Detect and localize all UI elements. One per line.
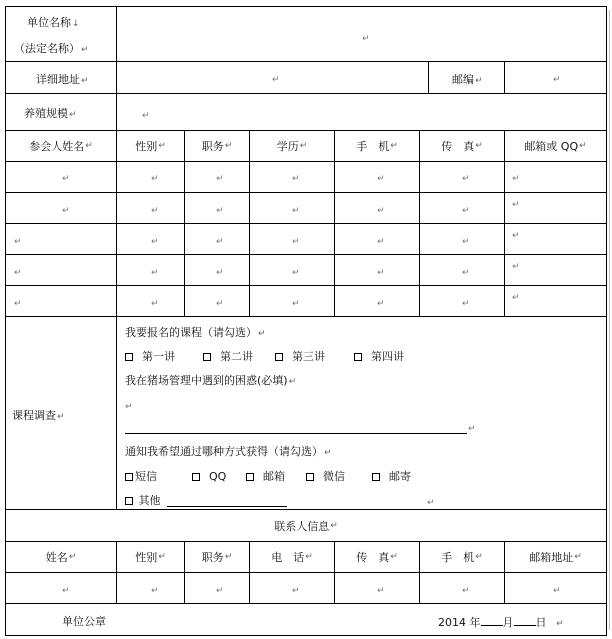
attendee-cell[interactable]: ↵ — [292, 299, 300, 309]
attendee-cell[interactable]: ↵ — [151, 206, 159, 216]
notify-option-qq[interactable]: QQ — [192, 470, 226, 484]
attendee-header-fax: 传 真 ↵ — [441, 140, 483, 153]
attendee-cell[interactable]: ↵ — [512, 200, 520, 210]
attendee-cell[interactable]: ↵ — [216, 268, 224, 278]
contact-cell[interactable]: ↵ — [151, 586, 159, 596]
notify-option-wechat[interactable]: 微信 — [306, 470, 345, 484]
attendee-cell[interactable]: ↵ — [216, 299, 224, 309]
attendee-cell[interactable]: ↵ — [292, 206, 300, 216]
lecture-option-3[interactable]: 第三讲 — [275, 350, 325, 364]
notify-option-other[interactable]: 其他 — [125, 494, 161, 508]
contact-header-fax: 传 真 ↵ — [356, 551, 398, 564]
checkbox[interactable] — [354, 353, 362, 361]
attendee-cell[interactable]: ↵ — [377, 237, 385, 247]
checkbox[interactable] — [306, 473, 314, 481]
attendee-cell[interactable]: ↵ — [62, 174, 70, 184]
contact-cell[interactable]: ↵ — [462, 586, 470, 596]
checkbox[interactable] — [203, 353, 211, 361]
attendee-header-gender: 性别 ↵ — [135, 140, 166, 153]
contact-cell[interactable]: ↵ — [216, 586, 224, 596]
confusion-field[interactable]: ↵ — [125, 402, 133, 412]
attendee-header-education: 学历 ↵ — [276, 140, 308, 153]
contact-header-name: 姓名 ↵ — [45, 551, 77, 564]
attendee-cell[interactable]: ↵ — [377, 206, 385, 216]
attendee-header-mobile: 手 机 ↵ — [356, 140, 398, 153]
attendee-cell[interactable]: ↵ — [216, 237, 224, 247]
attendee-cell[interactable]: ↵ — [151, 237, 159, 247]
unit-name-label-line1: 单位名称↓ — [27, 16, 80, 29]
attendee-cell[interactable]: ↵ — [151, 268, 159, 278]
contact-cell[interactable]: ↵ — [292, 586, 300, 596]
attendee-cell[interactable]: ↵ — [377, 299, 385, 309]
attendee-cell[interactable]: ↵ — [462, 206, 470, 216]
contact-header-phone: 电 话 ↵ — [271, 551, 313, 564]
attendee-header-email-qq: 邮箱或 QQ ↵ — [524, 140, 587, 153]
attendee-cell[interactable]: ↵ — [14, 299, 22, 309]
attendee-cell[interactable]: ↵ — [292, 174, 300, 184]
address-label: 详细地址↵ — [36, 73, 89, 86]
course-survey-label: 课程调查↵ — [12, 409, 65, 422]
attendee-cell[interactable]: ↵ — [512, 293, 520, 303]
scale-label: 养殖规模↵ — [24, 107, 77, 120]
seal-label: 单位公章 — [62, 615, 106, 628]
lecture-option-2[interactable]: 第二讲 — [203, 350, 253, 364]
attendee-cell[interactable]: ↵ — [462, 299, 470, 309]
contact-cell[interactable]: ↵ — [377, 586, 385, 596]
attendee-cell[interactable]: ↵ — [462, 268, 470, 278]
scale-field[interactable]: ↵ — [142, 111, 150, 121]
checkbox[interactable] — [125, 473, 133, 481]
unit-name-field[interactable]: ↵ — [362, 34, 370, 44]
attendee-cell[interactable]: ↵ — [512, 262, 520, 272]
lecture-option-4[interactable]: 第四讲 — [354, 350, 404, 364]
attendee-cell[interactable]: ↵ — [216, 174, 224, 184]
attendee-cell[interactable]: ↵ — [512, 174, 520, 184]
attendee-cell[interactable]: ↵ — [462, 237, 470, 247]
checkbox[interactable] — [246, 473, 254, 481]
checkbox[interactable] — [275, 353, 283, 361]
unit-name-label-line2: （法定名称）↵ — [14, 42, 89, 55]
checkbox[interactable] — [372, 473, 380, 481]
signature-date: 2014 年 月 日 ↵ — [438, 616, 564, 629]
address-field[interactable]: ↵ — [272, 75, 280, 85]
contact-cell[interactable]: ↵ — [62, 586, 70, 596]
checkbox[interactable] — [192, 473, 200, 481]
attendee-cell[interactable]: ↵ — [292, 237, 300, 247]
confusion-prompt: 我在猪场管理中遇到的困惑(必填)↵ — [125, 374, 297, 387]
attendee-cell[interactable]: ↵ — [14, 268, 22, 278]
checkbox[interactable] — [125, 353, 133, 361]
contact-section-title: 联系人信息 ↵ — [274, 519, 338, 533]
postcode-label: 邮编↵ — [452, 73, 483, 86]
contact-header-mobile: 手 机 ↵ — [441, 551, 483, 564]
notify-option-mail[interactable]: 邮寄 — [372, 470, 411, 484]
checkbox[interactable] — [125, 497, 133, 505]
confusion-underline[interactable] — [125, 433, 467, 434]
attendee-cell[interactable]: ↵ — [14, 237, 22, 247]
attendee-cell[interactable]: ↵ — [292, 268, 300, 278]
attendee-cell[interactable]: ↵ — [216, 206, 224, 216]
lecture-option-1[interactable]: 第一讲 — [125, 350, 175, 364]
contact-header-gender: 性别 ↵ — [135, 551, 166, 564]
notify-prompt: 通知我希望通过哪种方式获得（请勾选）↵ — [125, 445, 332, 458]
attendee-cell[interactable]: ↵ — [377, 174, 385, 184]
attendee-cell[interactable]: ↵ — [462, 174, 470, 184]
other-underline[interactable] — [167, 506, 287, 507]
attendee-cell[interactable]: ↵ — [151, 299, 159, 309]
course-prompt: 我要报名的课程（请勾选）↵ — [125, 326, 266, 339]
contact-header-title: 职务 ↵ — [201, 551, 233, 564]
contact-header-email: 邮箱地址 ↵ — [529, 551, 582, 564]
contact-cell[interactable]: ↵ — [553, 586, 561, 596]
attendee-header-title: 职务 ↵ — [201, 140, 233, 153]
postcode-field[interactable]: ↵ — [553, 75, 561, 85]
notify-option-email[interactable]: 邮箱 — [246, 470, 285, 484]
attendee-cell[interactable]: ↵ — [377, 268, 385, 278]
attendee-cell[interactable]: ↵ — [151, 174, 159, 184]
attendee-cell[interactable]: ↵ — [512, 231, 520, 241]
attendee-header-name: 参会人姓名 ↵ — [29, 140, 93, 153]
notify-option-sms[interactable]: 短信 — [125, 470, 157, 484]
attendee-cell[interactable]: ↵ — [62, 206, 70, 216]
